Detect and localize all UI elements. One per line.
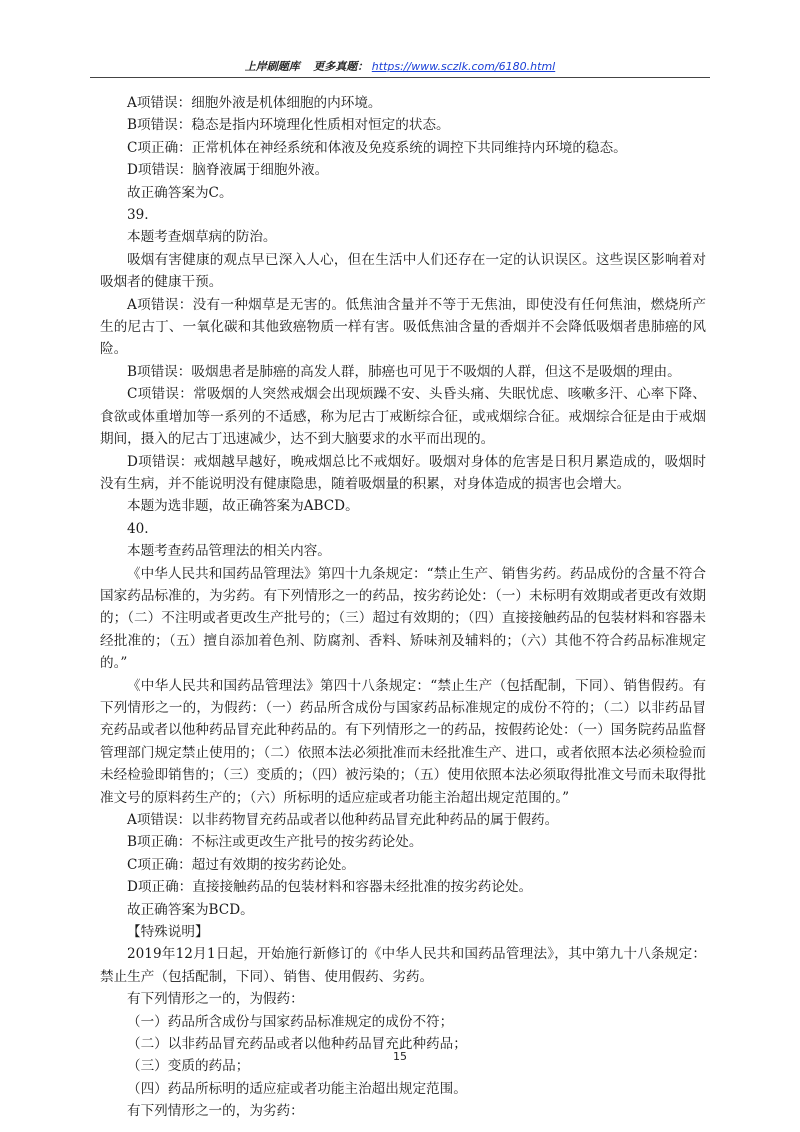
- list-item: （三）变质的药品；: [127, 1058, 250, 1075]
- paragraph-line: C项正确：正常机体在神经系统和体液及免疫系统的调控下共同维持内环境的稳态。: [127, 139, 627, 156]
- header-label: 更多真题：: [313, 60, 369, 73]
- list-item: （一）药品所含成份与国家药品标准规定的成份不符；: [127, 1013, 454, 1030]
- paragraph-line: B项正确：不标注或更改生产批号的按劣药论处。: [127, 834, 423, 851]
- paragraph-line: 吸烟有害健康的观点早已深入人心，但在生活中人们还存在一定的认识误区。这些误区影响着对吸烟者的健康干预。: [100, 251, 706, 291]
- paragraph-line: 有下列情形之一的，为劣药：: [127, 1103, 304, 1120]
- paragraph-line: 本题考查烟草病的防治。: [127, 229, 277, 246]
- paragraph-line: 有下列情形之一的，为假药：: [127, 991, 304, 1008]
- paragraph-line: D项错误：戒烟越早越好，晚戒烟总比不戒烟好。吸烟对身体的危害是日积月累造成的，吸烟时没有生病，并不能说明没有健康隐患，随着吸烟量的积累，对身体造成的损害也会增大。: [100, 453, 706, 492]
- paragraph-line: B项错误：稳态是指内环境理化性质相对恒定的状态。: [127, 117, 450, 134]
- section-heading: 【特殊说明】: [127, 924, 209, 941]
- header-divider: [90, 77, 710, 78]
- document-body: [100, 92, 706, 1123]
- paragraph-line: A项错误：细胞外液是机体细胞的内环境。: [127, 95, 382, 111]
- paragraph-line: D项正确：直接接触药品的包装材料和容器未经批准的按劣药论处。: [127, 879, 533, 896]
- page-number: 15: [393, 1050, 407, 1063]
- paragraph-line: B项错误：吸烟患者是肺癌的高发人群，肺癌也可见于不吸烟的人群，但这不是吸烟的理由。: [127, 363, 681, 380]
- paragraph-line: C项错误：常吸烟的人突然戒烟会出现烦躁不安、头昏头痛、失眠忧虑、咳嗽多汗、心率下降、食欲或体重增加等一系列的不适感，称为尼古丁戒断综合征，或戒烟综合征。戒烟综合征是由于戒烟期间，摄入的尼古丁迅速减少，达不到大脑要求的水平而出现的。: [100, 386, 706, 448]
- paragraph-line: 《中华人民共和国药品管理法》第四十九条规定：“禁止生产、销售劣药。药品成份的含量不符合国家药品标准的，为劣药。有下列情形之一的药品，按劣药论处：（一）未标明有效期或者更改有效期的；（二）不注明或者更改生产批号的；（三）超过有效期的；（四）直接接触药品的包装材料和容器未经批准的；（五）擅自添加着色剂、防腐剂、香料、矫味剂及辅料的；（六）其他不符合药品标准规定的。”: [100, 565, 706, 672]
- paragraph-line: 故正确答案为C。: [127, 184, 233, 201]
- paragraph-line: A项错误：以非药物冒充药品或者以他种药品冒充此种药品的属于假药。: [127, 812, 559, 828]
- paragraph-line: D项错误：脑脊液属于细胞外液。: [127, 162, 329, 179]
- paragraph-line: C项正确：超过有效期的按劣药论处。: [127, 856, 355, 873]
- header-brand: 上岸刷题库: [244, 60, 300, 73]
- list-item: （四）药品所标明的适应症或者功能主治超出规定范围。: [127, 1080, 467, 1097]
- paragraph-line: 本题考查药品管理法的相关内容。: [127, 543, 331, 560]
- paragraph-line: A项错误：没有一种烟草是无害的。低焦油含量并不等于无焦油，即使没有任何焦油，燃烧所产生的尼古丁、一氧化碳和其他致癌物质一样有害。吸低焦油含量的香烟并不会降低吸烟者患肺癌的风险。: [100, 296, 706, 358]
- page-header: [0, 58, 800, 74]
- list-item: （二）以非药品冒充药品或者以他种药品冒充此种药品；: [127, 1036, 467, 1053]
- paragraph-line: 故正确答案为BCD。: [127, 901, 254, 918]
- paragraph-line: 本题为选非题，故正确答案为ABCD。: [127, 498, 359, 515]
- paragraph-line: 2019年12月1日起，开始施行新修订的《中华人民共和国药品管理法》，其中第九十八条规定：禁止生产（包括配制，下同）、销售、使用假药、劣药。: [100, 946, 706, 985]
- question-number: 39.: [127, 207, 149, 224]
- header-link[interactable]: https://www.sczlk.com/6180.html: [371, 60, 556, 73]
- question-number: 40.: [127, 520, 149, 537]
- paragraph-line: 《中华人民共和国药品管理法》第四十八条规定：“禁止生产（包括配制，下同）、销售假药。有下列情形之一的，为假药：（一）药品所含成份与国家药品标准规定的成份不符的；（二）以非药品冒充药品或者以他种药品冒充此种药品的。有下列情形之一的药品，按假药论处：（一）国务院药品监督管理部门规定禁止使用的；（二）依照本法必须批准而未经批准生产、进口，或者依照本法必须检验而未经检验即销售的；（三）变质的；（四）被污染的；（五）使用依照本法必须取得批准文号而未取得批准文号的原料药生产的；（六）所标明的适应症或者功能主治超出规定范围的。”: [100, 677, 706, 806]
